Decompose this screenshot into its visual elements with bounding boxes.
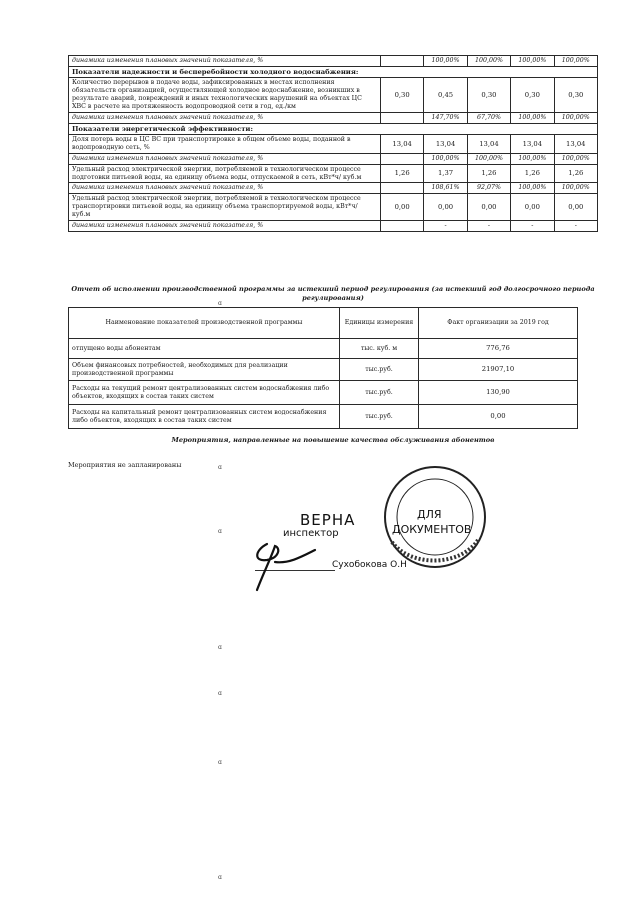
row-label: Удельный расход электрической энергии, потребляемой в технологическом процессе подготовки питьевой воды, на единицу объема воды, отпускаемой в сеть, кВт*ч/ куб.м bbox=[69, 164, 381, 183]
row-value bbox=[380, 56, 423, 67]
row-value: 100,00% bbox=[554, 56, 597, 67]
stamp-for-text: ДЛЯ bbox=[417, 508, 442, 521]
dynamics-row bbox=[69, 183, 598, 194]
row-value: 100,00% bbox=[511, 153, 554, 164]
row-label: Доля потерь воды в ЦС ВС при транспортировке в общем объеме воды, поданной в водопроводную сеть, % bbox=[69, 135, 381, 154]
row-value: 100,00% bbox=[467, 153, 510, 164]
row-value bbox=[380, 112, 423, 123]
row-value: 13,04 bbox=[424, 135, 467, 154]
row-value: 108,61% bbox=[424, 183, 467, 194]
indicator-row bbox=[69, 194, 598, 221]
indicator-row bbox=[69, 135, 598, 154]
row-value: 0,00 bbox=[467, 194, 510, 221]
table-row bbox=[69, 359, 578, 381]
row-name: Расходы на текущий ремонт централизованных систем водоснабжения либо объектов, входящих в состав таких систем bbox=[69, 381, 340, 405]
row-value: - bbox=[424, 220, 467, 231]
row-value: 1,26 bbox=[380, 164, 423, 183]
row-value: 92,07% bbox=[467, 183, 510, 194]
row-units: тыс.руб. bbox=[340, 381, 419, 405]
stamp-verna-text: ВЕРНА bbox=[300, 511, 356, 529]
row-units: тыс. куб. м bbox=[340, 339, 419, 359]
section-header-row bbox=[69, 123, 598, 134]
scan-mark: ɑ bbox=[218, 300, 222, 307]
row-value: 21907,10 bbox=[419, 359, 578, 381]
row-value: 0,00 bbox=[380, 194, 423, 221]
row-value bbox=[380, 153, 423, 164]
row-value: - bbox=[511, 220, 554, 231]
row-value: 0,30 bbox=[511, 78, 554, 112]
row-value: 100,00% bbox=[554, 153, 597, 164]
row-value: - bbox=[467, 220, 510, 231]
row-value: 0,00 bbox=[554, 194, 597, 221]
row-value: 0,00 bbox=[511, 194, 554, 221]
row-value: 100,00% bbox=[424, 56, 467, 67]
stamp-documents-text: ДОКУМЕНТОВ bbox=[392, 523, 472, 536]
row-value: 100,00% bbox=[554, 183, 597, 194]
row-value: - bbox=[554, 220, 597, 231]
row-units: тыс.руб. bbox=[340, 359, 419, 381]
events-text: Мероприятия не запланированы bbox=[68, 461, 182, 469]
row-value bbox=[380, 220, 423, 231]
row-value: 100,00% bbox=[511, 112, 554, 123]
service-quality-caption: Мероприятия, направленные на повышение качества обслуживания абонентов bbox=[171, 436, 495, 444]
row-value: 776,76 bbox=[419, 339, 578, 359]
table-row bbox=[69, 405, 578, 429]
row-name: Объем финансовых потребностей, необходимых для реализации производственной программы bbox=[69, 359, 340, 381]
row-value: 100,00% bbox=[511, 56, 554, 67]
production-report-caption: Отчет об исполнении производственной программы за истекший период регулирования (за истекший год долгосрочного периода регулирования) bbox=[71, 285, 595, 302]
row-value: 100,00% bbox=[511, 183, 554, 194]
row-label: Количество перерывов в подаче воды, зафиксированных в местах исполнения обязательств организацией, осуществляющей холодное водоснабжение, возникших в результате аварий, повреждений и иных технологических нарушений на объектах ЦС ХВС в расчете на протяженность водопроводной сети в год, ед./км bbox=[69, 78, 381, 112]
dynamics-row bbox=[69, 112, 598, 123]
row-value: 0,30 bbox=[554, 78, 597, 112]
section-header-row bbox=[69, 66, 598, 77]
dynamics-row bbox=[69, 153, 598, 164]
section-title: Показатели надежности и бесперебойности холодного водоснабжения: bbox=[69, 66, 598, 77]
row-label: динамика изменения плановых значений показателя, % bbox=[69, 112, 381, 123]
section-title: Показатели энергетической эффективности: bbox=[69, 123, 598, 134]
row-value: 1,26 bbox=[467, 164, 510, 183]
dynamics-row bbox=[69, 220, 598, 231]
row-value: 130,90 bbox=[419, 381, 578, 405]
row-value: 1,26 bbox=[554, 164, 597, 183]
scan-mark: ɑ bbox=[218, 644, 222, 651]
indicator-row bbox=[69, 78, 598, 112]
production-program-table bbox=[68, 307, 578, 429]
row-value: 0,45 bbox=[424, 78, 467, 112]
table-row bbox=[69, 381, 578, 405]
row-value: 100,00% bbox=[424, 153, 467, 164]
table-header-row bbox=[69, 308, 578, 339]
header-units: Единицы измерения bbox=[340, 308, 419, 339]
row-value: 67,70% bbox=[467, 112, 510, 123]
row-value: 13,04 bbox=[511, 135, 554, 154]
row-value: 13,04 bbox=[554, 135, 597, 154]
row-value: 1,26 bbox=[511, 164, 554, 183]
scan-mark: ɑ bbox=[218, 528, 222, 535]
row-value: 13,04 bbox=[380, 135, 423, 154]
row-value: 100,00% bbox=[467, 56, 510, 67]
table-row bbox=[69, 339, 578, 359]
row-label: динамика изменения плановых значений показателя, % bbox=[69, 220, 381, 231]
handwritten-signature bbox=[245, 540, 335, 595]
row-value: 0,00 bbox=[424, 194, 467, 221]
row-value bbox=[380, 183, 423, 194]
row-value: 1,37 bbox=[424, 164, 467, 183]
stamp-inspector-text: инспектор bbox=[283, 528, 339, 539]
header-fact: Факт организации за 2019 год bbox=[419, 308, 578, 339]
scan-mark: ɑ bbox=[218, 464, 222, 471]
row-units: тыс.руб. bbox=[340, 405, 419, 429]
row-value: 0,00 bbox=[419, 405, 578, 429]
row-label: Удельный расход электрической энергии, потребляемой в технологическом процессе транспортировки питьевой воды, на единицу объема транспортируемой воды, кВт*ч/ куб.м bbox=[69, 194, 381, 221]
row-value: 100,00% bbox=[554, 112, 597, 123]
row-label: динамика изменения плановых значений показателя, % bbox=[69, 153, 381, 164]
row-value: 13,04 bbox=[467, 135, 510, 154]
stamp-name-text: Сухобокова О.Н bbox=[332, 560, 407, 570]
indicator-row bbox=[69, 164, 598, 183]
row-name: отпущено воды абонентам bbox=[69, 339, 340, 359]
dynamics-row bbox=[69, 56, 598, 67]
scan-mark: ɑ bbox=[218, 874, 222, 881]
header-indicator-name: Наименование показателей производственной программы bbox=[69, 308, 340, 339]
row-value: 0,30 bbox=[380, 78, 423, 112]
row-label: динамика изменения плановых значений показателя, % bbox=[69, 56, 381, 67]
row-label: динамика изменения плановых значений показателя, % bbox=[69, 183, 381, 194]
row-name: Расходы на капитальный ремонт централизованных систем водоснабжения либо объектов, входящих в состав таких систем bbox=[69, 405, 340, 429]
scan-mark: ɑ bbox=[218, 690, 222, 697]
row-value: 147,70% bbox=[424, 112, 467, 123]
indicators-table bbox=[68, 55, 598, 232]
scan-mark: ɑ bbox=[218, 759, 222, 766]
row-value: 0,30 bbox=[467, 78, 510, 112]
